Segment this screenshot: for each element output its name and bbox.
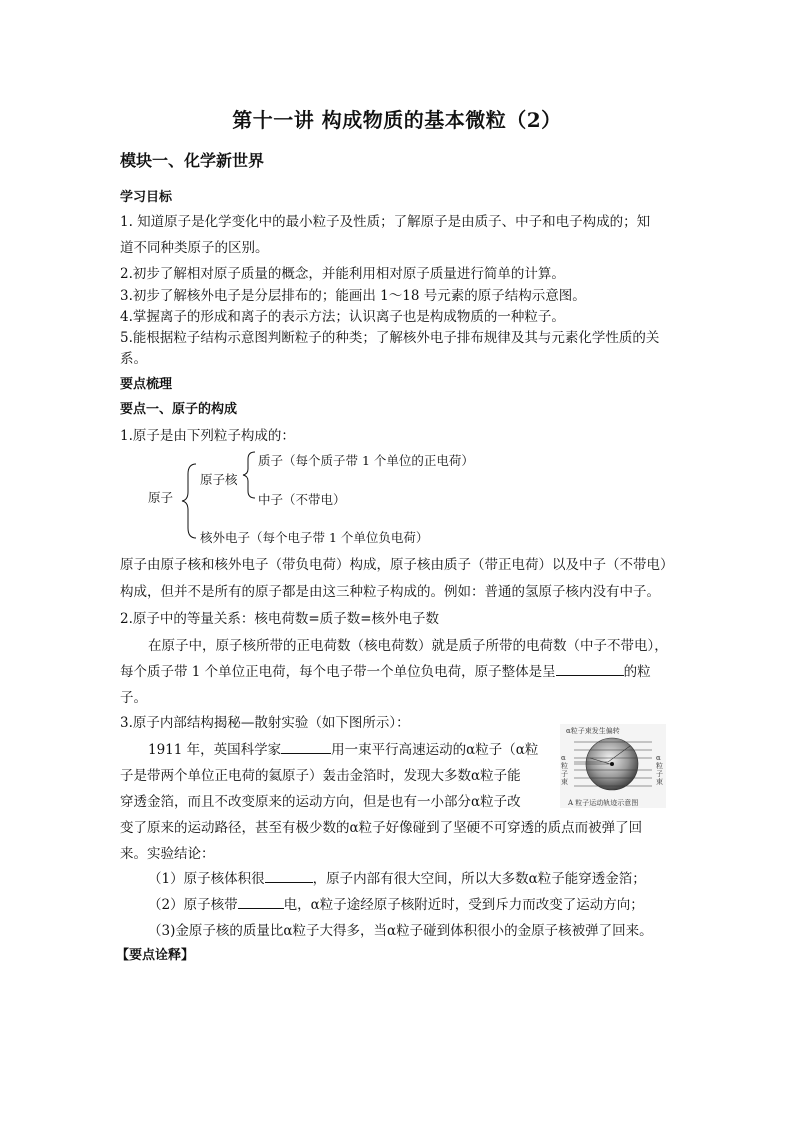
para2-line-1: 在原子中，原子核所带的正电荷数（核电荷数）就是质子所带的电荷数（中子不带电），: [148, 638, 668, 654]
goal-line-5: 4.掌握离子的形成和离子的表示方法；认识离子也是构成物质的一种粒子。: [120, 309, 565, 325]
atom-brace: [180, 462, 202, 540]
answer-blank-charge[interactable]: [238, 894, 284, 909]
goal-line-3: 2.初步了解相对原子质量的概念，并能利用相对原子质量进行简单的计算。: [120, 266, 565, 282]
para3-line-1-end: 用一束平行高速运动的α粒子（α粒: [331, 742, 539, 758]
goal-line-1: 1. 知道原子是化学变化中的最小粒子及性质；了解原子是由质子、中子和电子构成的；知: [120, 214, 651, 230]
tree-electron: 核外电子（每个电子带 1 个单位负电荷）: [200, 530, 429, 545]
intro-line: 1.原子是由下列粒子构成的：: [120, 428, 295, 444]
conclusion-2-end: 电，α粒子途经原子核附近时，受到斥力而改变了运动方向；: [283, 897, 644, 913]
point1-heading: 要点一、原子的构成: [120, 402, 238, 417]
tree-neutron: 中子（不带电）: [258, 492, 346, 507]
conclusion-2-start: （2）原子核带: [148, 897, 238, 913]
para3-line-1-text: 1911 年，英国科学家: [148, 742, 282, 758]
para2-line-2-end: 的粒: [623, 664, 651, 680]
para3-line-3: 穿透金箔，而且不改变原来的运动方向，但是也有一小部分α粒子改: [120, 794, 521, 810]
answer-blank-small[interactable]: [265, 868, 313, 883]
goals-heading: 学习目标: [120, 190, 173, 205]
nucleus-brace: [241, 450, 259, 500]
conclusion-3: （3)金原子核的质量比α粒子大得多，当α粒子碰到体积很小的金原子核被弹了回来。: [148, 923, 653, 939]
page-title: 第十一讲 构成物质的基本微粒（2）: [232, 108, 562, 132]
para2-line-2-text: 每个质子带 1 个单位正电荷，每个电子带一个单位负电荷，原子整体是呈: [120, 664, 556, 680]
figure-caption: A 粒子运动轨迹示意图: [568, 799, 639, 807]
goal-line-7: 系。: [120, 351, 147, 367]
goal-line-4: 3.初步了解核外电子是分层排布的；能画出 1～18 号元素的原子结构示意图。: [120, 288, 586, 304]
conclusion-1-end: ，原子内部有很大空间，所以大多数α粒子能穿透金箔；: [312, 871, 646, 887]
module-heading: 模块一、化学新世界: [120, 151, 265, 170]
key-points-heading: 要点梳理: [120, 377, 173, 392]
conclusion-1: [148, 867, 646, 887]
goal-line-6: 5.能根据粒子结构示意图判断粒子的种类；了解核外电子排布规律及其与元素化学性质的关: [120, 330, 660, 346]
conclusion-2: [148, 893, 644, 913]
figure-right-label: α粒子束: [656, 754, 663, 786]
figure-top-label: α粒子束发生偏转: [566, 727, 620, 735]
goal-line-2: 道不同种类原子的区别。: [120, 240, 269, 256]
para3-line-2: 子是带两个单位正电荷的氦原子）轰击金箔时，发现大多数α粒子能: [120, 768, 521, 784]
para3-line-5: 来。实验结论：: [120, 846, 215, 862]
explain-heading: 【要点诠释】: [116, 948, 195, 963]
para2-line-2: [120, 660, 651, 680]
tree-atom: 原子: [148, 490, 174, 505]
scattering-diagram: [560, 724, 666, 808]
para3-line-4: 变了原来的运动路径，甚至有极少数的α粒子好像碰到了坚硬不可穿透的质点而被弹了回: [120, 820, 643, 836]
tree-nucleus: 原子核: [200, 472, 238, 487]
para1-line-2: 构成，但并不是所有的原子都是由这三种粒子构成的。例如：普通的氢原子核内没有中子。: [120, 584, 660, 600]
figure-left-label: α粒子束: [561, 754, 568, 786]
scattering-figure: [560, 724, 666, 808]
para3-line-1: [148, 738, 538, 758]
para2-heading: 2.原子中的等量关系：核电荷数=质子数=核外电子数: [120, 611, 440, 627]
para2-line-3: 子。: [120, 690, 147, 706]
tree-proton: 质子（每个质子带 1 个单位的正电荷）: [258, 453, 474, 468]
answer-blank-neutral[interactable]: [556, 661, 624, 676]
conclusion-1-start: （1）原子核体积很: [148, 871, 265, 887]
para3-heading: 3.原子内部结构揭秘—散射实验（如下图所示）：: [120, 715, 410, 731]
para1-line-1: 原子由原子核和核外电子（带负电荷）构成，原子核由质子（带正电荷）以及中子（不带电）: [120, 557, 674, 573]
answer-blank-scientist[interactable]: [281, 739, 331, 754]
